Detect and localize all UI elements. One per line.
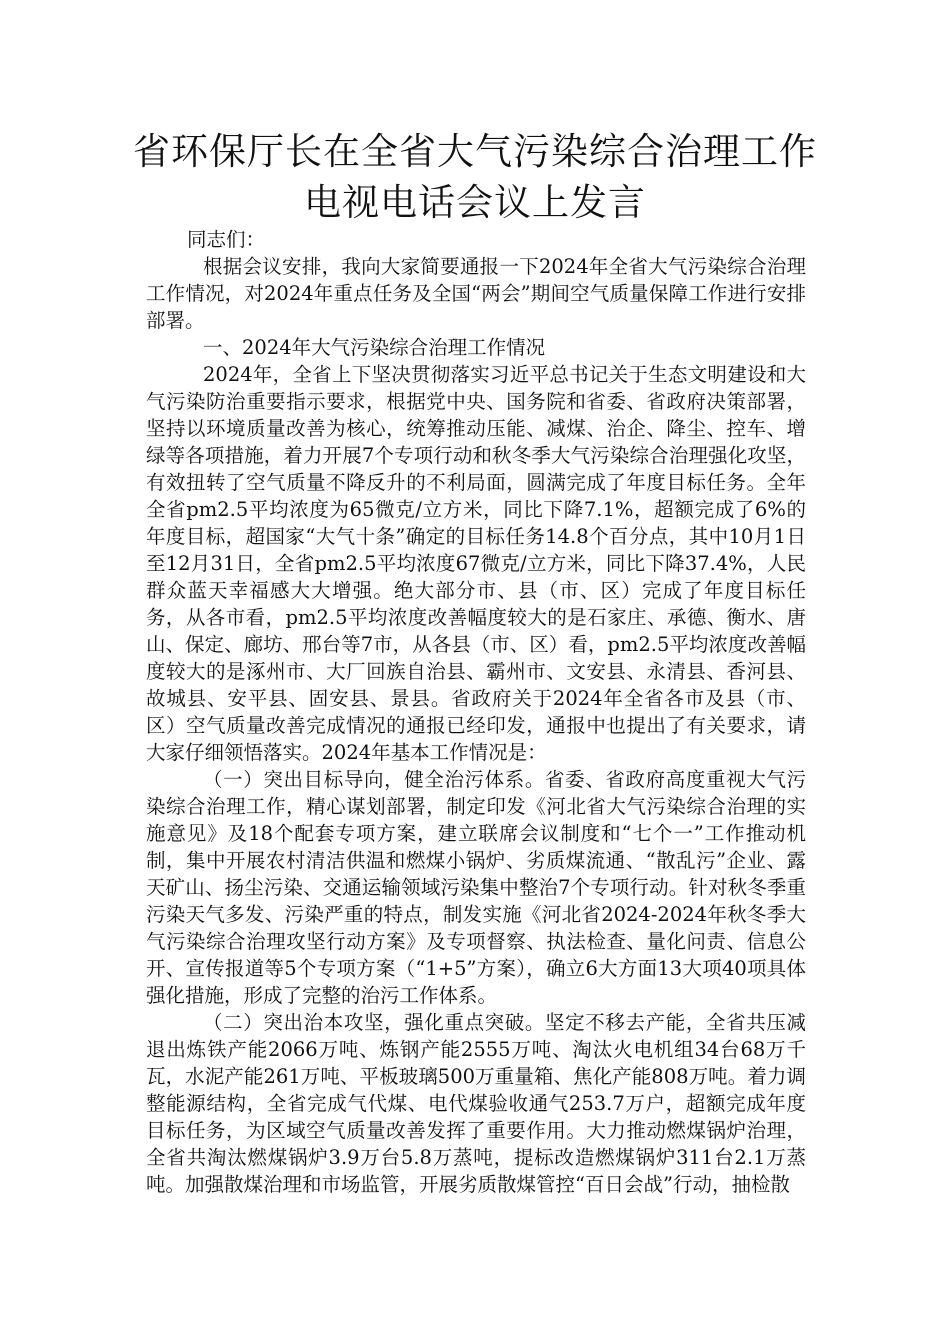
document-title-line-1: 省环保厅长在全省大气污染综合治理工作 xyxy=(133,130,817,173)
section-heading-1: 一、2024年大气污染综合治理工作情况 xyxy=(203,336,546,359)
paragraph-item-1: （一）突出目标导向，健全治污体系。省委、省政府高度重视大气污染综合治理工作，精心谋划部署，制定印发《河北省大气污染综合治理的实施意见》及18个配套专项方案，建立联席会议制度和“七个一”工作推动机制，集中开展农村清洁供温和燃煤小锅炉、劣质煤流通、“散乱污”企业、露天矿山、扬尘污染、交通运输领域污染集中整治7个专项行动。针对秋冬季重污染天气多发、污染严重的特点，制发实施《河北省2024-2024年秋冬季大气污染综合治理攻坚行动方案》及专项督察、执法检查、量化问责、信息公开、宣传报道等5个专项方案（“1+5”方案），确立6大方面13大项40项具体强化措施，形成了完整的治污工作体系。 xyxy=(146,768,806,1007)
paragraph-item-2: （二）突出治本攻坚，强化重点突破。坚定不移去产能，全省共压减退出炼铁产能2066万吨、炼钢产能2555万吨、淘汰火电机组34台68万千瓦，水泥产能261万吨、平板玻璃500万重量箱、焦化产能808万吨。着力调整能源结构，全省完成气代煤、电代煤验收通气253.7万户，超额完成年度目标任务，为区域空气质量改善发挥了重要作用。大力推动燃煤锅炉治理，全省共淘汰燃煤锅炉3.9万台5.8万蒸吨，提标改造燃煤锅炉311台2.1万蒸吨。加强散煤治理和市场监管，开展劣质散煤管控“百日会战”行动，抽检散 xyxy=(146,1011,806,1196)
salutation: 同志们： xyxy=(187,228,266,251)
paragraph-overview: 2024年，全省上下坚决贯彻落实习近平总书记关于生态文明建设和大气污染防治重要指示要求，根据党中央、国务院和省委、省政府决策部署，坚持以环境质量改善为核心，统筹推动压能、减煤、治企、降尘、控车、增绿等各项措施，着力开展7个专项行动和秋冬季大气污染综合治理强化攻坚，有效扭转了空气质量不降反升的不利局面，圆满完成了年度目标任务。全年全省pm2.5平均浓度为65微克/立方米，同比下降7.1%，超额完成了6%的年度目标，超国家“大气十条”确定的目标任务14.8个百分点，其中10月1日至12月31日，全省pm2.5平均浓度67微克/立方米，同比下降37.4%，人民群众蓝天幸福感大大增强。绝大部分市、县（市、区）完成了年度目标任务，从各市看，pm2.5平均浓度改善幅度较大的是石家庄、承德、衡水、唐山、保定、廊坊、邢台等7市，从各县（市、区）看，pm2.5平均浓度改善幅度较大的是涿州市、大厂回族自治县、霸州市、文安县、永清县、香河县、故城县、安平县、固安县、景县。省政府关于2024年全省各市及县（市、区）空气质量改善完成情况的通报已经印发，通报中也提出了有关要求，请大家仔细领悟落实。2024年基本工作情况是： xyxy=(146,363,806,764)
document-title-line-2: 电视电话会议上发言 xyxy=(304,181,646,224)
paragraph-intro: 根据会议安排，我向大家简要通报一下2024年全省大气污染综合治理工作情况，对2024年重点任务及全国“两会”期间空气质量保障工作进行安排部署。 xyxy=(146,255,806,332)
document-body xyxy=(146,226,806,1198)
